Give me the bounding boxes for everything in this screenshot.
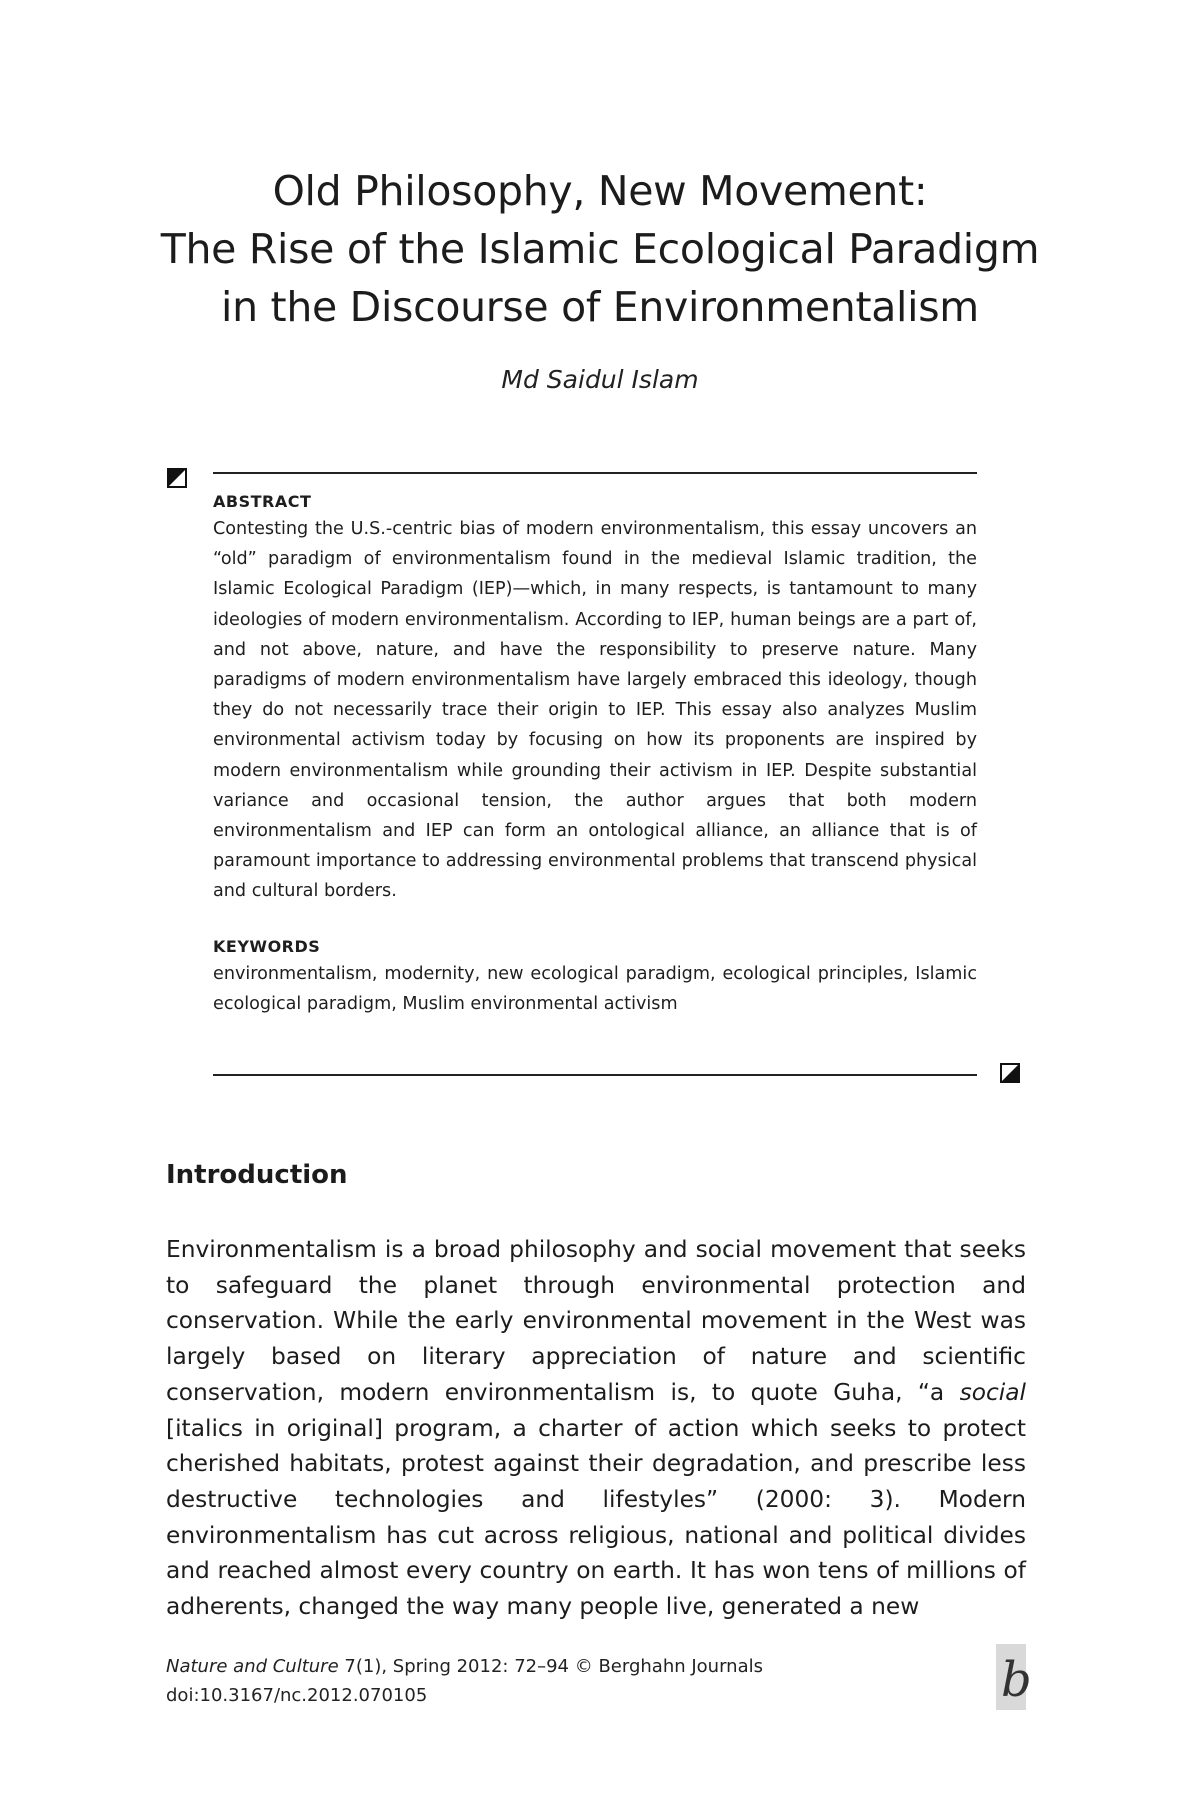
abstract-top-rule xyxy=(213,472,977,474)
journal-name: Nature and Culture xyxy=(166,1656,339,1677)
keywords-text: environmentalism, modernity, new ecological paradigm, ecological principles, Islamic ecological paradigm, Muslim environmental activism xyxy=(213,963,977,1014)
citation-line xyxy=(166,1652,763,1681)
abstract-label: ABSTRACT xyxy=(213,492,312,511)
publisher-logo-letter: b xyxy=(1001,1652,1032,1708)
keywords-label: KEYWORDS xyxy=(213,936,321,956)
title-line-1: Old Philosophy, New Movement: xyxy=(272,167,928,215)
abstract-bottom-rule xyxy=(213,1074,977,1076)
corner-mark-bottom-right-icon xyxy=(1000,1063,1020,1083)
author-name: Md Saidul Islam xyxy=(501,365,699,394)
italic-word: social xyxy=(959,1378,1026,1406)
doi-text: doi:10.3167/nc.2012.070105 xyxy=(166,1685,428,1706)
title-line-3: in the Discourse of Environmentalism xyxy=(221,283,979,331)
paragraph-start: Environmentalism is a broad philosophy and social movement that seeks to safeguard the planet through environmental protection and conservation. While the early environmental movement in the West was largely based on literary appreciation of nature and scientific conservation, modern environmentalism is, to quote Guha, “a xyxy=(166,1236,1026,1406)
abstract-text: Contesting the U.S.-centric bias of modern environmentalism, this essay uncovers an “old” paradigm of environmentalism found in the medieval Islamic tradition, the Islamic Ecological Paradigm (IEP)—which, in many respects, is tantamount to many ideologies of modern environmentalism. According to IEP, human beings are a part of, and not above, nature, and have the responsibility to preserve nature. Many paradigms of modern environmentalism have largely embraced this ideology, though they do not necessarily trace their origin to IEP. This essay also analyzes Muslim environmental activism today by focusing on how its proponents are inspired by modern environmentalism while grounding their activism in IEP. Despite substantial variance and occasional tension, the author argues that both modern environmentalism and IEP can form an ontological alliance, an alliance that is of paramount importance to addressing environmental problems that transcend physical and cultural borders. xyxy=(213,519,977,902)
publisher-logo-icon xyxy=(996,1644,1032,1710)
citation-text: 7(1), Spring 2012: 72–94 © Berghahn Journals xyxy=(338,1656,763,1677)
corner-mark-top-left-icon xyxy=(167,468,187,488)
paragraph-end: [italics in original] program, a charter of action which seeks to protect cherished habitats, protest against their degradation, and prescribe less destructive technologies and lifestyles” (2000: 3). Modern environmentalism has cut across religious, national and political divides and reached almost every country on earth. It has won tens of millions of adherents, changed the way many people live, generated a new xyxy=(166,1414,1026,1621)
introduction-paragraph xyxy=(166,1232,1026,1625)
introduction-heading: Introduction xyxy=(166,1160,348,1190)
article-title xyxy=(150,162,1050,336)
page-footer xyxy=(166,1652,763,1710)
title-line-2: The Rise of the Islamic Ecological Paradigm xyxy=(160,225,1040,273)
abstract-block xyxy=(213,490,977,1019)
